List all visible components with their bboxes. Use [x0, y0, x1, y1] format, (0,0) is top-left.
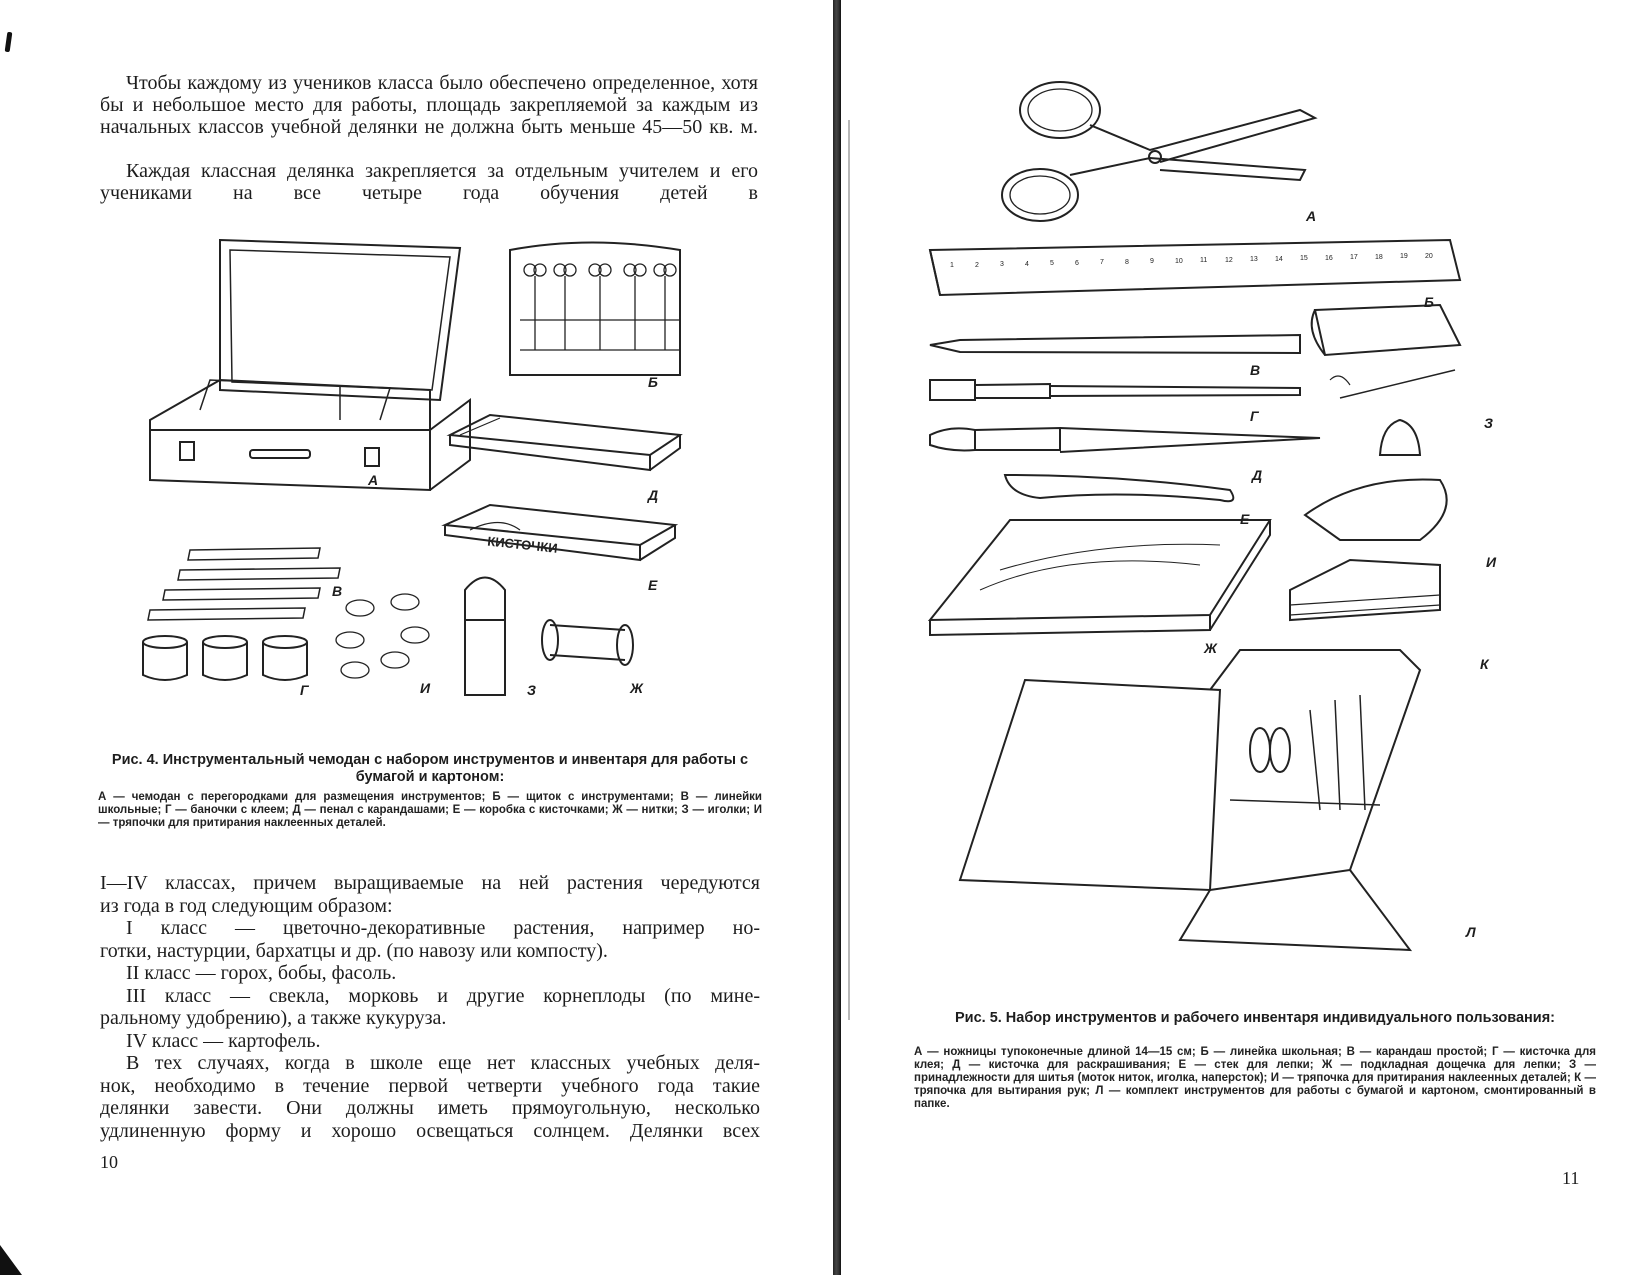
paint-brush-illustration	[930, 428, 1320, 452]
ruler-number: 15	[1300, 255, 1308, 262]
ruler-numbers	[950, 253, 1433, 269]
thread-spool-illustration	[542, 620, 633, 665]
body-line: нок, необходимо в течение первой четверти учебного года такие	[100, 1074, 760, 1097]
fig5-label-a: А	[1306, 208, 1317, 224]
figure-5-caption-body: А — ножницы тупоконечные длиной 14—15 см; Б — линейка школьная; В — карандаш простой; Г — кисточка для клея; Д — кисточка для раскрашивания; Е — стек для лепки; Ж — подкладная дощечка для лепки; З — принадлежности для шитья (моток ниток, иголка, наперсток); И — тряпочка для притирания наклеенных деталей; К — тряпочка для вытирания рук; Л — комплект инструментов для работы с бумагой и картоном, смонтированный в папке.	[914, 1046, 1596, 1110]
figure-4	[140, 230, 740, 730]
fig4-label-g: Г	[300, 682, 309, 698]
body-line: готки, настурции, бархатцы и др. (по навозу или компосту).	[100, 939, 608, 962]
body-line: делянки завести. Они должны иметь прямоугольную, несколько	[100, 1097, 760, 1119]
right-page	[830, 0, 1650, 1275]
brush-box-text: КИСТОЧКИ	[486, 533, 559, 556]
cloths-illustration	[1290, 479, 1447, 620]
ruler-number: 3	[1000, 261, 1004, 268]
ruler-number: 5	[1050, 260, 1054, 267]
ruler-number: 13	[1250, 256, 1258, 263]
fig5-label-i: И	[1486, 554, 1497, 570]
pencil-illustration	[930, 335, 1300, 353]
ruler-number: 17	[1350, 254, 1358, 261]
body-line: удлиненную форму и хорошо освещаться солнцем. Делянки всех	[100, 1119, 760, 1142]
fig5-label-v: В	[1250, 362, 1261, 378]
ruler-number: 10	[1175, 258, 1183, 265]
paragraph-plots: Каждая классная делянка закрепляется за отдельным учителем и его учениками на все четыре года обучения детей в	[100, 160, 758, 204]
ruler-number: 1	[950, 262, 954, 269]
ruler-number: 19	[1400, 253, 1408, 260]
fig4-label-z: З	[527, 682, 536, 698]
instrument-folder-illustration	[960, 650, 1420, 950]
fig4-label-v: В	[332, 583, 343, 599]
sewing-kit-illustration	[1312, 305, 1460, 455]
page-number-left: 10	[100, 1152, 118, 1172]
fig5-label-b: Б	[1424, 294, 1434, 310]
fig4-label-e: Е	[648, 577, 658, 593]
fig4-label-b: Б	[648, 374, 658, 390]
ruler-number: 2	[975, 262, 979, 269]
ruler-number: 8	[1125, 259, 1129, 266]
ruler-number: 16	[1325, 255, 1333, 262]
needle-case-illustration	[465, 578, 505, 696]
fig5-label-e: Е	[1240, 511, 1250, 527]
fig5-label-k: К	[1480, 656, 1489, 672]
ruler-illustration	[930, 240, 1460, 295]
body-line: В тех случаях, когда в школе еще нет классных учебных деля-	[126, 1052, 760, 1074]
fig5-label-g: Г	[1250, 408, 1259, 424]
ruler-number: 4	[1025, 261, 1029, 268]
body-line: ральному удобрению), а также кукуруза.	[100, 1007, 447, 1029]
ruler-number: 18	[1375, 254, 1383, 261]
fig5-label-zh: Ж	[1204, 640, 1217, 656]
paragraph-area: Чтобы каждому из учеников класса было обеспечено определенное, хотя бы и небольшое место для работы, площадь закрепляемой за каждым из начальных классов учебной делянки не должна быть меньше 45—50 кв. м.	[100, 72, 758, 138]
scissors-board-illustration	[510, 243, 680, 376]
ruler-number: 6	[1075, 260, 1079, 267]
figure-4-caption-body: А — чемодан с перегородками для размещения инструментов; Б — щиток с инструментами; В — линейки школьные; Г — баночки с клеем; Д — пенал с карандашами; Е — коробка с кисточками; Ж — нитки; З — иголки; И — тряпочки для притирания наклеенных деталей.	[98, 791, 762, 829]
suitcase-illustration	[150, 240, 470, 490]
ruler-number: 9	[1150, 258, 1154, 265]
brush-box-illustration	[445, 505, 675, 560]
glue-brush-illustration	[930, 380, 1300, 400]
page-number-right: 11	[1562, 1168, 1580, 1188]
body-line: I класс — цветочно-декоративные растения, например но-	[126, 917, 760, 939]
fig5-label-l: Л	[1466, 924, 1476, 940]
fig4-label-i: И	[420, 680, 431, 696]
rulers-illustration	[148, 548, 343, 620]
glue-jars-illustration	[143, 636, 307, 680]
scissors-illustration	[1002, 82, 1315, 221]
fig4-label-zh: Ж	[630, 680, 643, 696]
body-text	[100, 872, 760, 1142]
body-line: IV класс — картофель.	[126, 1029, 321, 1052]
ruler-number: 14	[1275, 256, 1283, 263]
body-line: из года в год следующим образом:	[100, 894, 393, 917]
modeling-stack-illustration	[1005, 475, 1233, 501]
fig5-label-z: З	[1484, 415, 1493, 431]
body-line: II класс — горох, бобы, фасоль.	[126, 962, 397, 984]
ruler-number: 7	[1100, 259, 1104, 266]
ruler-number: 12	[1225, 257, 1233, 264]
fig5-label-d: Д	[1252, 467, 1263, 483]
modeling-board-illustration	[930, 520, 1270, 635]
pencil-case-illustration	[450, 415, 680, 470]
body-line: III класс — свекла, морковь и другие корнеплоды (по мине-	[126, 984, 760, 1007]
ruler-number: 20	[1425, 253, 1433, 260]
ruler-number: 11	[1200, 257, 1208, 264]
figure-4-caption-title: Рис. 4. Инструментальный чемодан с набором инструментов и инвентаря для работы с бумагой и картоном:	[111, 752, 749, 785]
fig4-label-a: А	[368, 472, 379, 488]
figure-5-caption-title: Рис. 5. Набор инструментов и рабочего инвентаря индивидуального пользования:	[954, 1010, 1555, 1026]
fig4-label-d: Д	[648, 487, 659, 503]
rags-illustration	[336, 594, 429, 678]
body-line: I—IV классах, причем выращиваемые на ней растения чередуются	[100, 872, 760, 894]
